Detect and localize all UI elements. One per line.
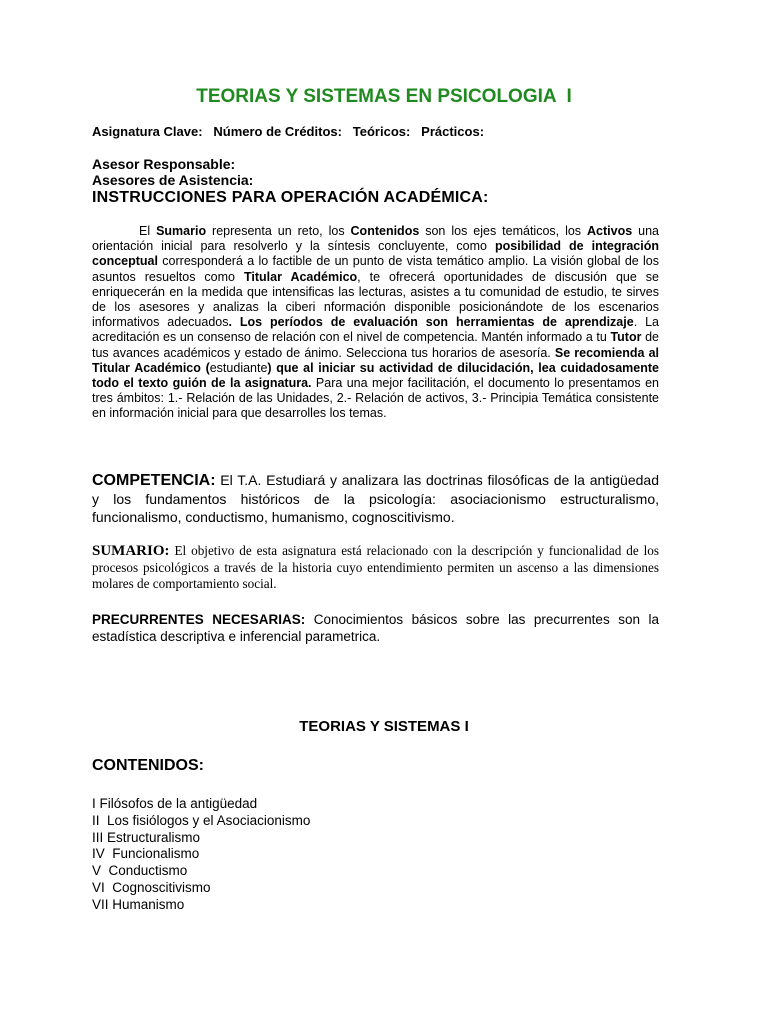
precurrentes-label: PRECURRENTES NECESARIAS: [92, 612, 306, 627]
text-run: corresponderá a lo factible de un punto de vista temático amplio. La visión global de los asuntos resueltos como [92, 254, 659, 284]
text-run: son los ejes temáticos, los [419, 224, 588, 238]
bold-term: Contenidos [350, 224, 420, 238]
contenidos-list [92, 796, 310, 914]
competencia-label: COMPETENCIA: [92, 472, 216, 489]
competencia-paragraph [92, 471, 659, 526]
sumario-paragraph [92, 543, 659, 593]
precurrentes-text: Conocimientos básicos sobre las precurrentes son la estadística descriptiva e inferencial parametrica. [92, 612, 659, 644]
bold-term: Activos [587, 224, 633, 238]
competencia-text: El T.A. Estudiará y analizara las doctrinas filosóficas de la antigüedad y los fundamentos históricos de la psicología: asociacionismo estructuralismo, funcionalismo, conductismo, humanismo, cognoscitivismo. [92, 472, 659, 525]
section-title: TEORIAS Y SISTEMAS I [299, 718, 469, 735]
list-item: VII Humanismo [92, 896, 185, 912]
text-run: estudiante [209, 360, 268, 375]
sumario-text: El objetivo de esta asignatura está relacionado con la descripción y funcionalidad de los procesos psicológicos a través de la historia cuyo entendimiento permiten un ascenso a las dimensiones molares de comportamiento social. [92, 543, 659, 591]
list-item: III Estructuralismo [92, 829, 201, 845]
list-item: VI Cognoscitivismo [92, 879, 211, 895]
text-run: El [139, 224, 157, 238]
text-run: . La acreditación es un consenso de relación con el nivel de competencia. Mantén informado a tu [92, 315, 659, 345]
text-run: representa un reto, los [206, 224, 351, 238]
bold-term: . Los períodos de evaluación son herramientas de aprendizaje [228, 315, 634, 330]
asesores-asistencia-label: Asesores de Asistencia: [92, 172, 254, 188]
list-item: IV Funcionalismo [92, 846, 200, 862]
bold-term: Sumario [156, 224, 207, 238]
bold-term: ) que al iniciar su actividad de dilucidación, lea cuidadosamente todo el texto guión de la asignatura. [92, 360, 659, 391]
instrucciones-heading: INSTRUCCIONES PARA OPERACIÓN ACADÉMICA: [92, 189, 489, 206]
document-title: TEORIAS Y SISTEMAS EN PSICOLOGIA I [196, 86, 572, 107]
text-run: una orientación inicial para resolverlo y la síntesis concluyente, como [92, 224, 659, 254]
bold-term: Se recomienda al Titular Académico ( [92, 345, 659, 375]
instrucciones-paragraph [92, 224, 659, 422]
text-run: Para una mejor facilitación, el documento lo presentamos en tres ámbitos: 1.- Relación de las Unidades, 2.- Relación de activos, 3.- Principia Temática consistente en información inicial para que desarrolles los temas. [92, 376, 659, 421]
list-item: II Los fisiólogos y el Asociacionismo [92, 812, 311, 828]
bold-term: posibilidad de integración conceptual [92, 239, 659, 269]
course-meta-line: Asignatura Clave: Número de Créditos: Teóricos: Prácticos: [92, 124, 485, 139]
bold-term: Titular Académico [243, 269, 358, 284]
asesor-responsable-label: Asesor Responsable: [92, 156, 236, 172]
list-item: V Conductismo [92, 863, 188, 879]
precurrentes-paragraph [92, 611, 659, 645]
list-item: I Filósofos de la antigüedad [92, 796, 258, 811]
text-run: , te ofrecerá oportunidades de discusión que se enriquecerán en la medida que intensificas las lecturas, asistes a tu comunidad de estudio, te sirves de los asesores y analizas la ciberi nformación disponible posicionándote de los escenarios informativos adecuados [92, 269, 659, 330]
bold-term: Tutor [610, 330, 642, 345]
contenidos-heading: CONTENIDOS: [92, 757, 204, 774]
sumario-label: SUMARIO: [92, 543, 170, 559]
text-run: de tus avances académicos y estado de ánimo. Selecciona tus horarios de asesoría. [92, 330, 659, 360]
